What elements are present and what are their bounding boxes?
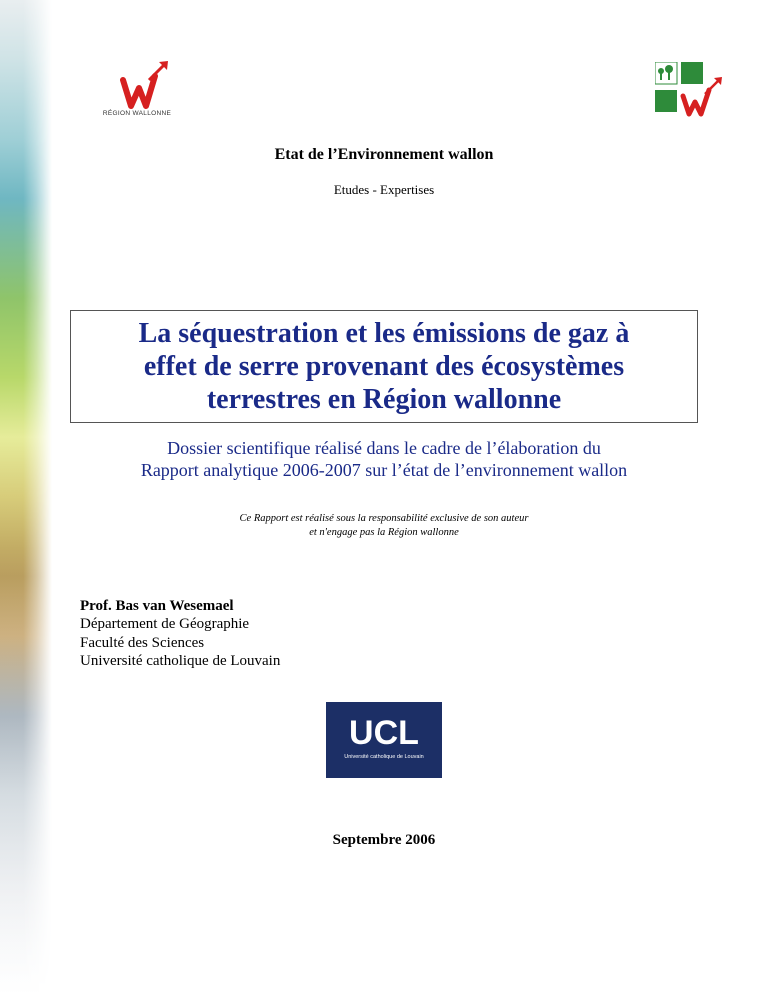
author-name: Prof. Bas van Wesemael xyxy=(80,598,234,614)
ucl-logo-subtext: Université catholique de Louvain xyxy=(344,754,424,760)
title-line: effet de serre provenant des écosystèmes xyxy=(143,350,625,382)
ucl-logo-text: UCL xyxy=(349,714,419,752)
author-university: Université catholique de Louvain xyxy=(80,652,281,669)
publication-date: Septembre 2006 xyxy=(332,832,436,848)
disclaimer-line: Ce Rapport est réalisé sous la responsabilité exclusive de son auteur xyxy=(239,513,529,524)
description-line: Dossier scientifique réalisé dans le cadre de l’élaboration du xyxy=(167,438,601,458)
region-wallonne-logo xyxy=(95,58,185,128)
ucl-logo xyxy=(326,702,442,778)
description-line: Rapport analytique 2006-2007 sur l’état de l’environnement wallon xyxy=(140,459,628,480)
author-block xyxy=(80,597,280,670)
region-wallonne-caption: RÉGION WALLONNE xyxy=(102,110,172,117)
document-title xyxy=(129,317,640,416)
title-line: terrestres en Région wallonne xyxy=(206,384,562,416)
author-faculty: Faculté des Sciences xyxy=(80,634,205,651)
author-department: Département de Géographie xyxy=(80,616,250,633)
document-title-box xyxy=(70,310,698,423)
title-line: La séquestration et les émissions de gaz à xyxy=(138,317,630,349)
header-title: Etat de l’Environnement wallon xyxy=(274,146,494,163)
disclaimer xyxy=(60,512,708,539)
environment-logo xyxy=(655,62,727,122)
header-subtitle: Etudes - Expertises xyxy=(333,182,435,197)
document-description xyxy=(60,438,708,482)
disclaimer-line: et n'engage pas la Région wallonne xyxy=(309,526,459,538)
decorative-side-band xyxy=(0,0,52,994)
